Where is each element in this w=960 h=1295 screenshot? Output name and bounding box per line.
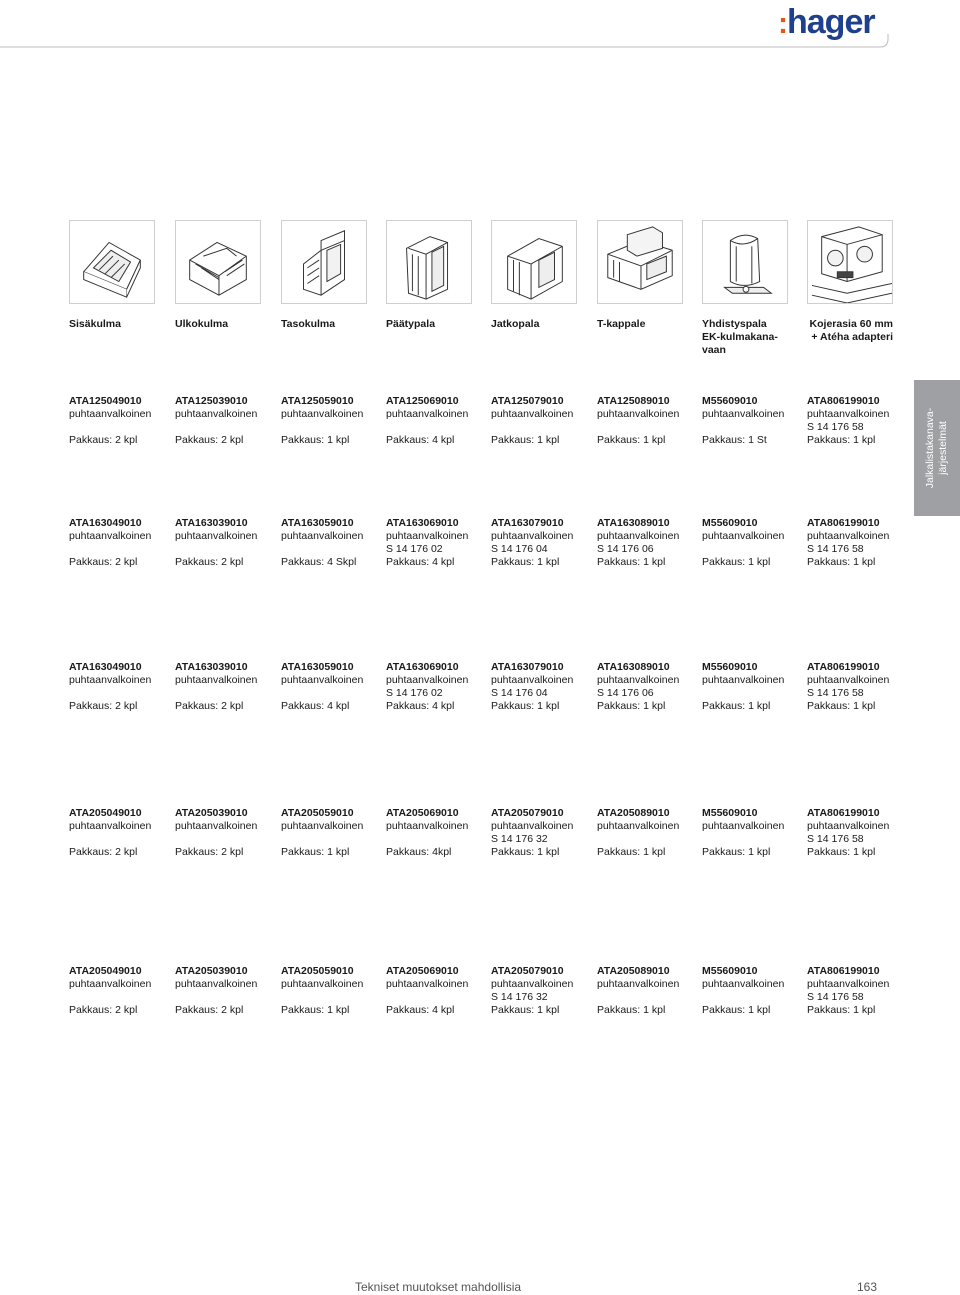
article-pack: Pakkaus: 4 Skpl	[281, 556, 357, 568]
article-reference: S 14 176 32	[491, 991, 548, 1003]
article-pack: Pakkaus: 2 kpl	[69, 846, 138, 858]
article-pack: Pakkaus: 1 kpl	[702, 556, 771, 568]
order-cell	[491, 661, 596, 713]
product-name-inner-corner: Sisäkulma	[69, 318, 121, 330]
t-piece-icon	[598, 221, 682, 303]
article-reference: S 14 176 04	[491, 543, 548, 555]
article-reference: S 14 176 58	[807, 421, 864, 433]
article-code: ATA205079010	[491, 965, 564, 977]
order-cell	[281, 661, 386, 713]
end-cap-icon	[387, 221, 471, 303]
product-image-outer-corner	[175, 220, 261, 304]
connector-piece-icon	[703, 221, 787, 303]
order-cell	[702, 661, 807, 713]
article-pack: Pakkaus: 4kpl	[386, 846, 452, 858]
article-reference: S 14 176 58	[807, 991, 864, 1003]
order-cell	[702, 395, 807, 447]
article-color: puhtaanvalkoinen	[597, 674, 680, 686]
article-color: puhtaanvalkoinen	[175, 408, 258, 420]
order-cell	[175, 395, 280, 447]
product-image-flat-corner	[281, 220, 367, 304]
joint-cover-icon	[492, 221, 576, 303]
article-reference: S 14 176 04	[491, 687, 548, 699]
product-image-connector-piece	[702, 220, 788, 304]
article-pack: Pakkaus: 1 kpl	[807, 434, 876, 446]
article-code: M55609010	[702, 807, 758, 819]
article-code: ATA125089010	[597, 395, 670, 407]
order-cell	[807, 661, 912, 713]
product-name-outer-corner: Ulkokulma	[175, 318, 229, 330]
order-cell	[702, 517, 807, 569]
article-code: M55609010	[702, 395, 758, 407]
article-pack: Pakkaus: 2 kpl	[69, 556, 138, 568]
article-code: ATA163039010	[175, 517, 248, 529]
order-cell	[702, 965, 807, 1017]
article-color: puhtaanvalkoinen	[69, 820, 152, 832]
article-color: puhtaanvalkoinen	[386, 530, 469, 542]
article-pack: Pakkaus: 1 kpl	[702, 700, 771, 712]
article-color: puhtaanvalkoinen	[386, 820, 469, 832]
product-image-joint-cover	[491, 220, 577, 304]
article-color: puhtaanvalkoinen	[491, 530, 574, 542]
section-tab-label-line: Jalkalistakanava-	[924, 407, 936, 489]
product-name-line: Kojerasia 60 mm	[809, 318, 893, 330]
product-name-flat-corner: Tasokulma	[281, 318, 336, 330]
article-code: ATA163049010	[69, 661, 142, 673]
article-code: ATA163049010	[69, 517, 142, 529]
article-code: M55609010	[702, 661, 758, 673]
order-cell	[597, 395, 702, 447]
article-pack: Pakkaus: 4 kpl	[386, 434, 455, 446]
inner-corner-icon	[70, 221, 154, 303]
order-cell	[597, 517, 702, 569]
article-pack: Pakkaus: 2 kpl	[175, 700, 244, 712]
article-reference: S 14 176 58	[807, 543, 864, 555]
article-pack: Pakkaus: 1 kpl	[597, 846, 666, 858]
article-code: ATA125049010	[69, 395, 142, 407]
article-color: puhtaanvalkoinen	[807, 408, 890, 420]
article-reference: S 14 176 58	[807, 833, 864, 845]
section-tab-label-line: järjestelmät	[937, 421, 949, 475]
article-pack: Pakkaus: 1 kpl	[491, 434, 560, 446]
footer-note: Tekniset muutokset mahdollisia	[355, 1280, 522, 1294]
order-cell	[175, 807, 280, 859]
article-code: ATA205069010	[386, 965, 459, 977]
article-color: puhtaanvalkoinen	[597, 530, 680, 542]
article-color: puhtaanvalkoinen	[491, 674, 574, 686]
article-pack: Pakkaus: 2 kpl	[69, 1004, 138, 1016]
order-cell	[807, 517, 912, 569]
article-pack: Pakkaus: 4 kpl	[386, 1004, 455, 1016]
product-image-end-cap	[386, 220, 472, 304]
product-name-line: EK-kulmakana-	[702, 331, 778, 343]
article-code: ATA125069010	[386, 395, 459, 407]
article-pack: Pakkaus: 1 kpl	[807, 846, 876, 858]
article-code: ATA163079010	[491, 517, 564, 529]
article-color: puhtaanvalkoinen	[175, 820, 258, 832]
article-color: puhtaanvalkoinen	[491, 820, 574, 832]
article-reference: S 14 176 02	[386, 687, 443, 699]
article-pack: Pakkaus: 1 kpl	[281, 434, 350, 446]
article-code: ATA806199010	[807, 807, 880, 819]
product-name-device-box	[807, 318, 893, 344]
article-code: ATA125079010	[491, 395, 564, 407]
article-pack: Pakkaus: 1 St	[702, 434, 767, 446]
article-color: puhtaanvalkoinen	[281, 408, 364, 420]
article-color: puhtaanvalkoinen	[69, 674, 152, 686]
product-image-t-piece	[597, 220, 683, 304]
article-color: puhtaanvalkoinen	[807, 978, 890, 990]
article-pack: Pakkaus: 4 kpl	[386, 556, 455, 568]
order-cell	[386, 965, 491, 1017]
article-code: ATA163069010	[386, 517, 459, 529]
order-cell	[281, 807, 386, 859]
article-code: ATA806199010	[807, 965, 880, 977]
order-cell	[69, 965, 174, 1017]
article-color: puhtaanvalkoinen	[386, 408, 469, 420]
article-pack: Pakkaus: 1 kpl	[807, 1004, 876, 1016]
article-color: puhtaanvalkoinen	[386, 978, 469, 990]
article-color: puhtaanvalkoinen	[597, 820, 680, 832]
order-cell	[386, 517, 491, 569]
article-color: puhtaanvalkoinen	[281, 674, 364, 686]
article-color: puhtaanvalkoinen	[702, 674, 785, 686]
article-color: puhtaanvalkoinen	[69, 408, 152, 420]
article-color: puhtaanvalkoinen	[702, 820, 785, 832]
article-code: ATA806199010	[807, 395, 880, 407]
article-code: ATA205079010	[491, 807, 564, 819]
order-cell	[491, 965, 596, 1017]
article-pack: Pakkaus: 4 kpl	[281, 700, 350, 712]
article-code: ATA205059010	[281, 807, 354, 819]
article-code: ATA205089010	[597, 807, 670, 819]
article-code: ATA163059010	[281, 517, 354, 529]
article-pack: Pakkaus: 1 kpl	[807, 556, 876, 568]
order-cell	[597, 807, 702, 859]
order-cell	[175, 965, 280, 1017]
article-code: ATA205049010	[69, 807, 142, 819]
outer-corner-icon	[176, 221, 260, 303]
section-tab-label	[924, 408, 950, 489]
product-name-line: + Atéha adapteri	[811, 331, 893, 343]
product-name-end-cap: Päätypala	[386, 318, 436, 330]
article-color: puhtaanvalkoinen	[386, 674, 469, 686]
article-reference: S 14 176 06	[597, 687, 654, 699]
article-code: ATA163089010	[597, 517, 670, 529]
product-image-inner-corner	[69, 220, 155, 304]
order-cell	[807, 807, 912, 859]
article-color: puhtaanvalkoinen	[69, 530, 152, 542]
article-pack: Pakkaus: 2 kpl	[175, 434, 244, 446]
article-code: M55609010	[702, 517, 758, 529]
article-color: puhtaanvalkoinen	[281, 530, 364, 542]
order-cell	[281, 395, 386, 447]
flat-corner-icon	[282, 221, 366, 303]
article-color: puhtaanvalkoinen	[597, 978, 680, 990]
article-code: ATA163059010	[281, 661, 354, 673]
article-pack: Pakkaus: 2 kpl	[175, 846, 244, 858]
article-color: puhtaanvalkoinen	[281, 820, 364, 832]
article-color: puhtaanvalkoinen	[807, 530, 890, 542]
article-pack: Pakkaus: 1 kpl	[281, 846, 350, 858]
article-pack: Pakkaus: 2 kpl	[175, 556, 244, 568]
article-pack: Pakkaus: 1 kpl	[597, 1004, 666, 1016]
device-box-icon	[808, 221, 892, 303]
article-color: puhtaanvalkoinen	[807, 674, 890, 686]
article-pack: Pakkaus: 1 kpl	[491, 846, 560, 858]
article-color: puhtaanvalkoinen	[702, 530, 785, 542]
article-pack: Pakkaus: 2 kpl	[69, 700, 138, 712]
article-color: puhtaanvalkoinen	[491, 408, 574, 420]
product-image-device-box	[807, 220, 893, 304]
order-cell	[491, 395, 596, 447]
article-color: puhtaanvalkoinen	[597, 408, 680, 420]
article-pack: Pakkaus: 1 kpl	[491, 700, 560, 712]
article-pack: Pakkaus: 1 kpl	[597, 556, 666, 568]
order-cell	[386, 395, 491, 447]
article-code: ATA205049010	[69, 965, 142, 977]
article-pack: Pakkaus: 1 kpl	[281, 1004, 350, 1016]
article-code: ATA205059010	[281, 965, 354, 977]
article-code: ATA205069010	[386, 807, 459, 819]
article-pack: Pakkaus: 2 kpl	[175, 1004, 244, 1016]
hager-logo	[778, 2, 875, 42]
article-pack: Pakkaus: 4 kpl	[386, 700, 455, 712]
order-cell	[69, 661, 174, 713]
order-cell	[702, 807, 807, 859]
order-cell	[175, 517, 280, 569]
article-color: puhtaanvalkoinen	[807, 820, 890, 832]
article-pack: Pakkaus: 2 kpl	[69, 434, 138, 446]
article-color: puhtaanvalkoinen	[702, 408, 785, 420]
order-cell	[69, 807, 174, 859]
article-reference: S 14 176 58	[807, 687, 864, 699]
order-cell	[386, 661, 491, 713]
article-color: puhtaanvalkoinen	[281, 978, 364, 990]
article-reference: S 14 176 02	[386, 543, 443, 555]
article-color: puhtaanvalkoinen	[491, 978, 574, 990]
product-name-line: Yhdistyspala	[702, 318, 767, 330]
article-color: puhtaanvalkoinen	[175, 978, 258, 990]
order-cell	[807, 395, 912, 447]
order-cell	[491, 517, 596, 569]
order-cell	[491, 807, 596, 859]
article-code: ATA205039010	[175, 807, 248, 819]
order-cell	[281, 517, 386, 569]
article-pack: Pakkaus: 1 kpl	[702, 846, 771, 858]
order-cell	[597, 965, 702, 1017]
order-cell	[69, 395, 174, 447]
order-cell	[175, 661, 280, 713]
article-color: puhtaanvalkoinen	[175, 674, 258, 686]
article-code: ATA163079010	[491, 661, 564, 673]
article-code: ATA125059010	[281, 395, 354, 407]
product-name-joint-cover: Jatkopala	[491, 318, 540, 330]
article-pack: Pakkaus: 1 kpl	[491, 556, 560, 568]
article-color: puhtaanvalkoinen	[69, 978, 152, 990]
order-cell	[281, 965, 386, 1017]
article-pack: Pakkaus: 1 kpl	[807, 700, 876, 712]
article-code: ATA806199010	[807, 517, 880, 529]
article-code: ATA806199010	[807, 661, 880, 673]
article-code: ATA163069010	[386, 661, 459, 673]
product-name-t-piece: T-kappale	[597, 318, 646, 330]
order-cell	[69, 517, 174, 569]
product-name-connector-piece	[702, 318, 800, 357]
article-code: ATA205089010	[597, 965, 670, 977]
article-code: M55609010	[702, 965, 758, 977]
article-code: ATA163039010	[175, 661, 248, 673]
logo-word: hager	[787, 3, 875, 41]
article-code: ATA163089010	[597, 661, 670, 673]
article-pack: Pakkaus: 1 kpl	[597, 700, 666, 712]
order-cell	[386, 807, 491, 859]
article-pack: Pakkaus: 1 kpl	[491, 1004, 560, 1016]
article-code: ATA125039010	[175, 395, 248, 407]
article-code: ATA205039010	[175, 965, 248, 977]
order-cell	[807, 965, 912, 1017]
article-reference: S 14 176 06	[597, 543, 654, 555]
product-name-line: vaan	[702, 344, 726, 356]
page-number: 163	[857, 1280, 878, 1294]
article-pack: Pakkaus: 1 kpl	[702, 1004, 771, 1016]
article-color: puhtaanvalkoinen	[702, 978, 785, 990]
article-pack: Pakkaus: 1 kpl	[597, 434, 666, 446]
order-cell	[597, 661, 702, 713]
section-tab	[914, 380, 960, 516]
article-reference: S 14 176 32	[491, 833, 548, 845]
logo-dots: :	[778, 7, 787, 40]
article-color: puhtaanvalkoinen	[175, 530, 258, 542]
